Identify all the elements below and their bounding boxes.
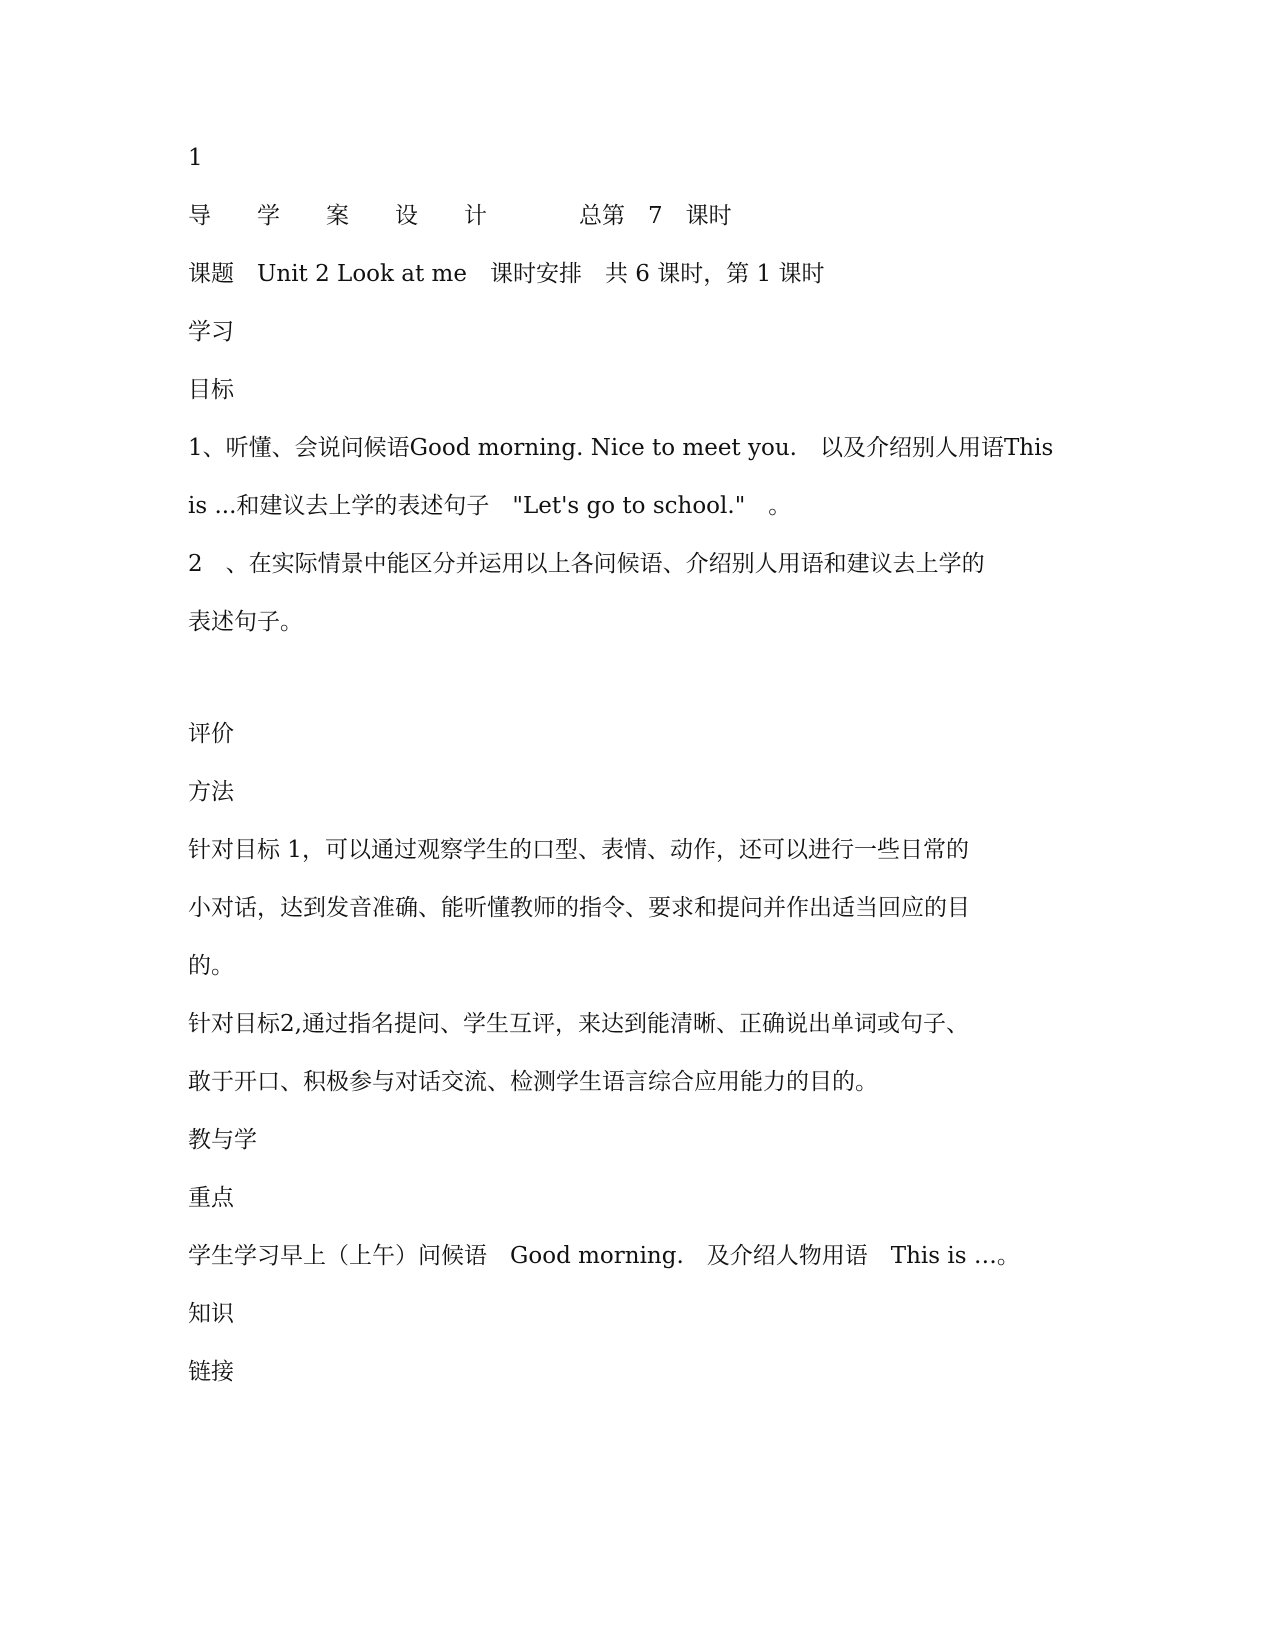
goals-label: 目标: [188, 377, 234, 403]
evaluation-text: 的。: [188, 953, 234, 979]
key-points-label: 重点: [188, 1185, 234, 1211]
goals-label: 学习: [188, 319, 234, 345]
evaluation-text: 敢于开口、积极参与对话交流、检测学生语言综合应用能力的目的。: [188, 1069, 878, 1095]
evaluation-text: 针对目标2,通过指名提问、学生互评，来达到能清晰、正确说出单词或句子、: [188, 1011, 969, 1037]
evaluation-text: 小对话，达到发音准确、能听懂教师的指令、要求和提问并作出适当回应的目: [188, 895, 970, 921]
evaluation-label: 评价: [188, 721, 234, 747]
evaluation-text: 针对目标 1，可以通过观察学生的口型、表情、动作，还可以进行一些日常的: [188, 837, 969, 863]
key-points-label: 教与学: [188, 1127, 257, 1153]
knowledge-link-label: 知识: [188, 1301, 234, 1327]
evaluation-label: 方法: [188, 779, 234, 805]
goal-text: 2 、在实际情景中能区分并运用以上各问候语、介绍别人用语和建议去上学的: [188, 551, 985, 577]
page-number: 1: [188, 145, 203, 171]
key-points-text: 学生学习早上（上午）问候语 Good morning. 及介绍人物用语 This is …。: [188, 1243, 1020, 1269]
knowledge-link-label: 链接: [188, 1359, 234, 1385]
goal-text: 表述句子。: [188, 609, 303, 635]
document-header: 导 学 案 设 计 总第 7 课时: [188, 203, 732, 229]
goal-text: 1、听懂、会说问候语Good morning. Nice to meet you. 以及介绍别人用语This: [188, 435, 1054, 461]
topic-line: 课题 Unit 2 Look at me 课时安排 共 6 课时，第 1 课时: [188, 261, 825, 287]
goal-text: is ...和建议去上学的表述句子 "Let's go to school." 。: [188, 493, 792, 519]
